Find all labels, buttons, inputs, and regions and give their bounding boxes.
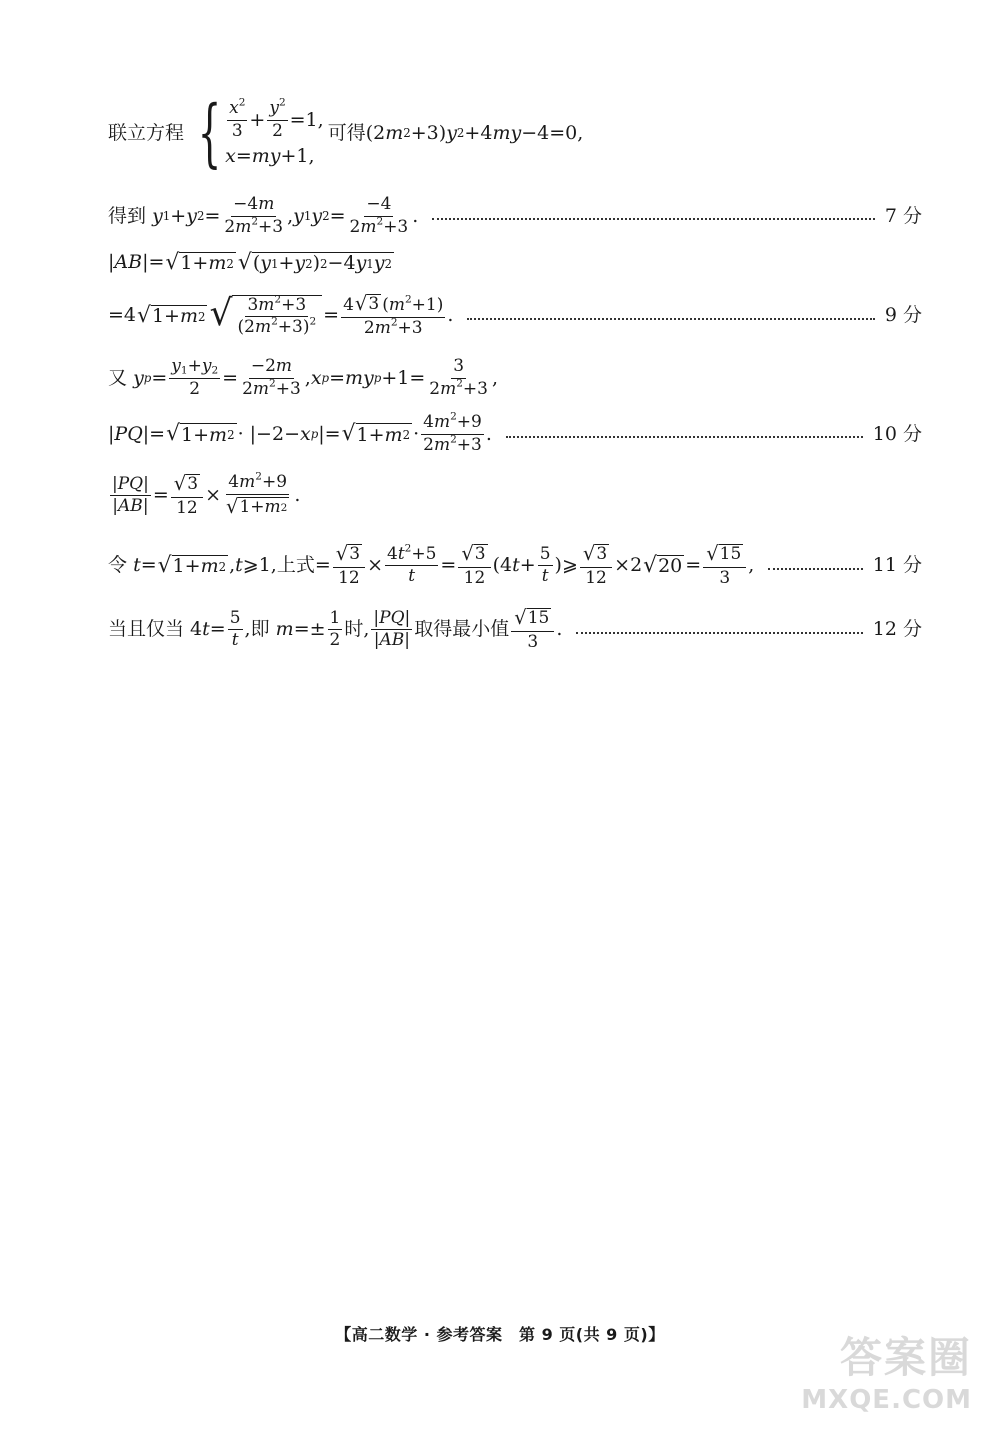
dot-leader [506, 436, 863, 438]
solution-line-9: 当且仅当 4 t = $\frac{5}{t}$ , 即 m =± $\frac{1}{2}$ 时, $\frac{|PQ|}{|AB|}$ 取得最小值 √ 15 3 . 12 分 [108, 606, 922, 652]
dot-leader [432, 218, 875, 220]
dot-leader [576, 632, 862, 634]
dot-leader [467, 318, 874, 320]
solution-line-1: 联立方程 { $\frac{x^2}{3}$ + $\frac{y^2}{2}$ =1, x = my +1, 可得 (2 m 2 +3) y 2 +4 my −4=0, [108, 90, 584, 176]
line-prefix: 联立方程 [108, 121, 185, 144]
dot-leader [768, 568, 862, 570]
score-label: 11 分 [872, 554, 922, 577]
solution-line-6: | PQ |= √ 1+ m 2 · |−2− x p |= √ 1+ m 2 · $\frac{4m^2+9}{2m^2+3}$ . 10 分 [108, 410, 922, 455]
solution-line-8: 令 t = √ 1+ m 2 , t ⩾1, 上式 = √ 3 12 × $\frac{4t^2+5}{t}$ = √ 3 12 (4 t + $\frac{5}{t}$ )⩾ √ 3 12 ×2 √ 20 = √ 15 3 , 11 分 [108, 542, 922, 588]
score-label: 7 分 [884, 204, 922, 227]
line-mid: 时, [344, 618, 370, 641]
watermark-url: MXQE.COM [801, 1385, 972, 1415]
score-label: 9 分 [884, 304, 922, 327]
line-prefix: 当且仅当 [108, 618, 185, 641]
watermark-logo [801, 1325, 972, 1415]
score-label: 12 分 [872, 618, 922, 641]
score-label: 10 分 [872, 422, 922, 445]
line-mid: 上式 [276, 554, 315, 577]
solution-line-2: 得到 y 1 + y 2 = $\frac{-4m}{2m^2+3}$ , y 1 y 2 = $\frac{-4}{2m^2+3}$ . 7 分 [108, 194, 922, 237]
page-footer: 【高二数学 · 参考答案 第 9 页(共 9 页)】 [335, 1325, 665, 1344]
line-prefix: 得到 [108, 204, 147, 227]
solution-line-7: $\frac{|PQ|}{|AB|}$ = √ 3 12 × $4m^2+9$ √ 1+ m 2 . [112, 470, 301, 518]
solution-line-3: | AB |= √ 1+ m 2 √ ( y 1 + y 2 ) 2 −4 y 1 y 2 [108, 250, 393, 275]
line-mid3: 即 [250, 618, 270, 641]
watermark-text: 答案圈 [839, 1333, 972, 1382]
equation-system: { $\frac{x^2}{3}$ + $\frac{y^2}{2}$ =1, x = my +1, [197, 90, 324, 176]
solution-line-5: 又 y p = $\frac{y_1+y_2}{2}$ = $\frac{-2m}{2m^2+3}$ , x p = my p +1= $\frac{3}{2m^2+3}$ , [108, 356, 499, 399]
line-mid: 可得 [327, 121, 366, 144]
line-prefix: 又 [108, 366, 128, 389]
solution-line-4: =4 √ 1+ m 2 √ $\frac{3m^2+3}{(2m^2+3)^2}$ = 4 √ 3 $(m^2+1)$ $2m^2+3$ . 9 分 [108, 291, 922, 338]
line-mid2: 取得最小值 [414, 618, 510, 641]
line-prefix: 令 [108, 554, 128, 577]
